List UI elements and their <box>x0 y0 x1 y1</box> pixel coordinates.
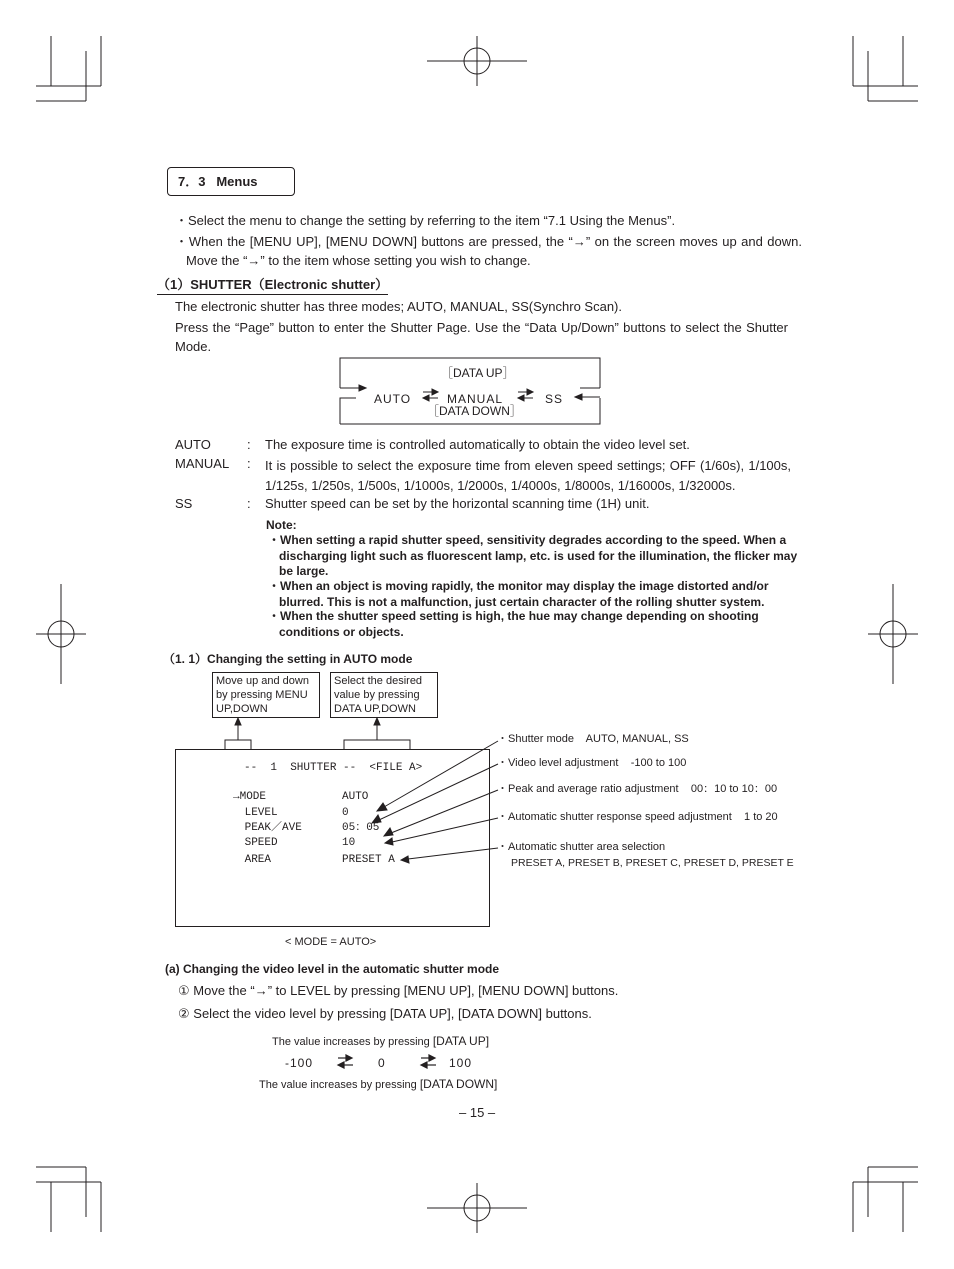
intro-bullet-2: ・When the [MENU UP], [MENU DOWN] buttons are pressed, the “→” on the screen moves up and down. Move the “→” to the item whose setting you wish to change. <box>175 234 802 268</box>
annotation-range: 1 to 20 <box>744 811 778 823</box>
data-up-label: ［DATA UP］ <box>441 366 515 380</box>
mode-auto-label: AUTO <box>374 392 412 406</box>
def-desc-manual: It is possible to select the exposure time from eleven speed settings; OFF (1/60s), 1/100s, 1/125s, 1/250s, 1/500s, 1/1000s, 1/2000s, 1/4000s, 1/8000s, 1/16000s, 1/32000s. <box>265 458 791 493</box>
level-top-prefix: The value increases by pressing <box>272 1036 430 1048</box>
mode-manual-label: MANUAL <box>447 392 504 406</box>
def-sep: : <box>247 456 251 471</box>
screen-row-mode-label: →MODE <box>233 791 267 803</box>
screen-row-speed-value: 10 <box>342 837 356 849</box>
annotation-shutter-mode: ・Shutter mode AUTO, MANUAL, SS <box>497 733 689 745</box>
def-term-auto: AUTO <box>175 437 211 452</box>
note-item-3: ・When the shutter speed setting is high, the hue may change depending on shooting conditions or objects. <box>268 609 759 639</box>
subsection-title: SHUTTER（Electronic shutter） <box>190 277 389 292</box>
data-down-label: ［DATA DOWN］ <box>427 404 522 418</box>
note-title: Note: <box>266 518 297 532</box>
subsection-number: （1） <box>157 277 191 292</box>
step-2-text: Select the video level by pressing [DATA UP], [DATA DOWN] buttons. <box>193 1006 592 1021</box>
annotation-range: AUTO, MANUAL, SS <box>585 733 689 745</box>
level-value-zero: 0 <box>378 1056 386 1070</box>
annotation-response-speed: ・Automatic shutter response speed adjustment 1 to 20 <box>497 811 778 823</box>
level-bottom-prefix: The value increases by pressing <box>259 1079 417 1091</box>
screen-row-peak-value: 05：05 <box>342 822 380 834</box>
annotation-area-range: PRESET A, PRESET B, PRESET C, PRESET D, PRESET E <box>511 857 794 869</box>
page-number: – 15 – <box>459 1105 496 1120</box>
screen-row-level-value: 0 <box>342 807 349 819</box>
note-item-2: ・When an object is moving rapidly, the monitor may display the image distorted and/or blurred. This is not a malfunction, just certain character of the rolling shutter system. <box>268 579 769 609</box>
step-2-number: ② <box>178 1006 190 1021</box>
annotation-peak-ratio: ・Peak and average ratio adjustment 00：10 to 10：00 <box>497 783 778 795</box>
annotation-range: 00：10 to 10：00 <box>690 783 778 795</box>
annotation-label: Video level adjustment <box>508 757 619 769</box>
screen-row-area-label: AREA <box>238 854 272 866</box>
def-sep: : <box>247 496 251 511</box>
annotation-area-selection: ・Automatic shutter area selection <box>497 841 666 853</box>
screen-row-mode-value: AUTO <box>342 791 369 803</box>
shutter-modes-para: The electronic shutter has three modes; AUTO, MANUAL, SS(Synchro Scan). <box>175 299 623 314</box>
annotation-label: Automatic shutter area selection <box>508 841 666 853</box>
level-value-min: -100 <box>285 1056 314 1070</box>
section-number: 7．3 <box>178 174 206 189</box>
callout-menu-buttons: Move up and down by pressing MENU UP,DOWN <box>212 672 320 718</box>
screen-header: -- 1 SHUTTER -- <FILE A> <box>244 762 423 774</box>
screen-row-peak-label: PEAK／AVE <box>238 822 302 834</box>
intro-bullet-1-text: Select the menu to change the setting by referring to the item “7.1 Using the Menus”. <box>188 213 676 228</box>
subsub-number: （1. 1） <box>163 652 208 666</box>
part-a-title: (a) Changing the video level in the automatic shutter mode <box>165 962 500 976</box>
subsub-title: Changing the setting in AUTO mode <box>207 652 413 666</box>
annotation-label: Shutter mode <box>508 733 575 745</box>
def-desc-ss: Shutter speed can be set by the horizontal scanning time (1H) unit. <box>265 496 650 511</box>
screen-row-area-value: PRESET A <box>342 854 395 866</box>
level-top-button: [DATA UP] <box>432 1034 490 1048</box>
level-bottom-button: [DATA DOWN] <box>419 1077 498 1091</box>
level-diagram-bottom-caption <box>259 1077 497 1092</box>
annotation-label: Automatic shutter response speed adjustment <box>508 811 732 823</box>
intro-bullet-2-line2: Move the “→” to the item whose setting you wish to change. <box>186 253 531 268</box>
def-sep: : <box>247 437 251 452</box>
step-1-number: ① <box>178 983 190 998</box>
def-term-manual: MANUAL <box>175 456 230 471</box>
screen-row-speed-label: SPEED <box>238 837 278 849</box>
callout-data-buttons: Select the desired value by pressing DATA UP,DOWN <box>330 672 438 718</box>
intro-bullet-1: ・Select the menu to change the setting by referring to the item “7.1 Using the Menus”. <box>175 213 676 228</box>
note-item-1-text: When setting a rapid shutter speed, sensitivity degrades according to the speed. When a discharging light such as fluorescent lamp, etc. is used for the illumination, the flicker may be large. <box>279 533 798 578</box>
screen-row-level-label: LEVEL <box>238 807 278 819</box>
shutter-page-para: Press the “Page” button to enter the Shutter Page. Use the “Data Up/Down” buttons to select the Shutter Mode. <box>175 320 788 354</box>
note-item-3-text: When the shutter speed setting is high, the hue may change depending on shooting conditions or objects. <box>279 609 759 639</box>
intro-bullet-2-text: When the [MENU UP], [MENU DOWN] buttons are pressed, the “→” on the screen moves up and down. <box>188 234 802 249</box>
section-title: Menus <box>216 174 258 189</box>
note-item-2-text: When an object is moving rapidly, the monitor may display the image distorted and/or blurred. This is not a malfunction, just certain character of the rolling shutter system. <box>279 579 769 609</box>
level-value-max: 100 <box>449 1056 473 1070</box>
note-item-1: ・When setting a rapid shutter speed, sensitivity degrades according to the speed. When a discharging light such as fluorescent lamp, etc. is used for the illumination, the flicker may be large. <box>268 533 798 578</box>
def-desc-auto: The exposure time is controlled automatically to obtain the video level set. <box>265 437 690 452</box>
annotation-range: -100 to 100 <box>630 757 687 769</box>
annotation-video-level: ・Video level adjustment -100 to 100 <box>497 757 687 769</box>
step-1-text: Move the “→” to LEVEL by pressing [MENU UP], [MENU DOWN] buttons. <box>193 983 619 998</box>
def-term-ss: SS <box>175 496 193 511</box>
screen-caption: < MODE = AUTO> <box>285 936 377 948</box>
annotation-label: Peak and average ratio adjustment <box>508 783 679 795</box>
mode-ss-label: SS <box>545 392 564 406</box>
